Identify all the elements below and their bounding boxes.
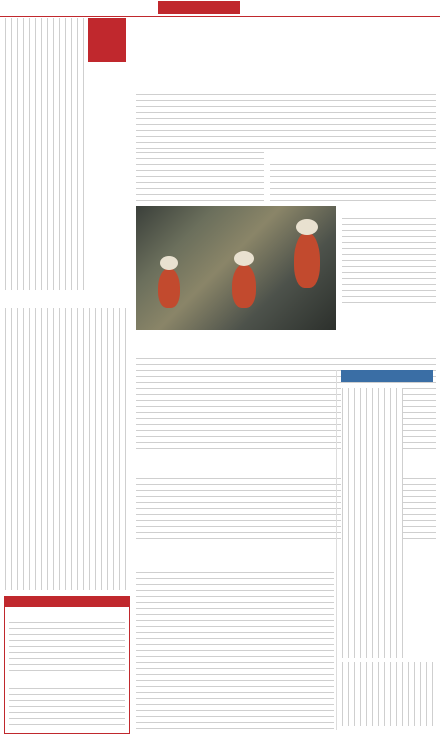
sidebar-box xyxy=(342,206,436,368)
editorial-title xyxy=(102,70,126,330)
election-body xyxy=(136,572,334,732)
brief-header xyxy=(5,597,129,607)
main-subheadline xyxy=(136,72,436,86)
main-story-body-3 xyxy=(270,164,436,204)
newspaper-logo xyxy=(158,1,240,14)
inset-box xyxy=(270,150,430,162)
editorial-body-2 xyxy=(4,308,126,590)
election-headline xyxy=(136,548,334,568)
masthead xyxy=(0,0,440,17)
main-headline xyxy=(136,22,436,68)
economy-headline xyxy=(136,334,338,354)
editorial-column xyxy=(4,18,128,593)
editorial-tag xyxy=(88,18,126,62)
news-brief-box xyxy=(4,596,130,734)
column-tag xyxy=(341,370,433,382)
column-title xyxy=(407,388,435,636)
main-story-body-2 xyxy=(136,152,264,206)
factory-photo xyxy=(136,206,336,330)
main-story-body xyxy=(136,94,436,150)
editorial-body xyxy=(4,18,84,290)
column-box xyxy=(336,370,437,730)
